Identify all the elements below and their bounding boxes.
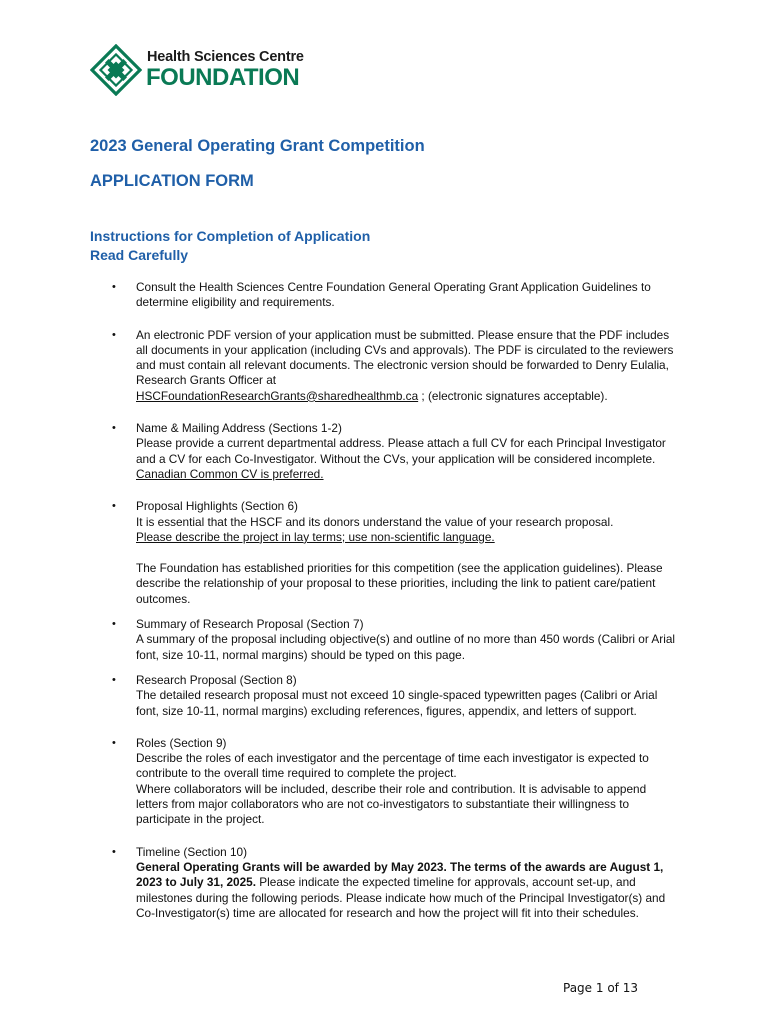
list-item-research-proposal (90, 673, 680, 719)
item-underline: Canadian Common CV is preferred. (136, 466, 324, 481)
list-item-electronic-pdf (90, 328, 680, 404)
list-item-timeline (90, 845, 680, 921)
item-text: The detailed research proposal must not exceed 10 single-spaced typewritten pages (Calibri or Arial font, size 10-11, normal margins) excluding references, figures, appendix, and letters of support. (136, 688, 658, 718)
item-text-main: Please indicate the expected timeline for approvals, account set-up, and milestones during the following periods. Please indicate how much of the Principal Investigator(s) and Co-Investigator(s) time are allocated for research and how the project will fit into their schedules. (136, 875, 666, 920)
item-heading: Name & Mailing Address (Sections 1-2) (136, 421, 342, 436)
instructions-line-1: Instructions for Completion of Application (90, 228, 371, 244)
item-heading: Summary of Research Proposal (Section 7) (136, 617, 364, 632)
bullet: • (112, 618, 116, 631)
item-underline: Please describe the project in lay terms; use non-scientific language. (136, 529, 495, 544)
item-heading: Research Proposal (Section 8) (136, 672, 297, 687)
foundation-logo (90, 44, 304, 100)
item-heading: Proposal Highlights (Section 6) (136, 499, 298, 514)
item-bold: General Operating Grants will be awarded by May 2023. The terms of the awards are August 1, 2023 to July 31, 2025. (136, 859, 664, 890)
document-title: 2023 General Operating Grant Competition (90, 137, 425, 155)
foundation-emblem-icon (90, 44, 142, 96)
logo-line-1: Health Sciences Centre (147, 49, 304, 65)
bullet: • (112, 500, 116, 513)
list-item-summary (90, 617, 680, 663)
item-text-2: The Foundation has established priorities for this competition (see the application guidelines). Please describe the relationship of your proposal to these priorities, including the link to patient care/patient outcomes. (136, 561, 663, 606)
list-item-roles (90, 736, 680, 828)
instructions-list (90, 280, 680, 921)
item-text (136, 328, 680, 404)
bullet: • (112, 281, 116, 293)
list-item-name-mailing (90, 421, 680, 482)
bullet: • (112, 673, 116, 686)
bullet: • (112, 845, 116, 858)
page-number: Page 1 of 13 (563, 981, 638, 995)
document-subtitle: APPLICATION FORM (90, 172, 254, 190)
item-text-main: An electronic PDF version of your application must be submitted. Please ensure that the PDF includes all documents in your application (including CVs and approvals). The PDF is circulated to the reviewers and must contain all relevant documents. The electronic version should be forwarded to Denry Eulalia, Research Grants Officer at (136, 327, 674, 388)
item-heading: Roles (Section 9) (136, 735, 227, 750)
bullet: • (112, 736, 116, 749)
item-text-main: Please provide a current departmental address. Please attach a full CV for each Principal Investigator and a CV for each Co-Investigator. Without the CVs, your application will be considered incomplete. (136, 436, 666, 466)
item-text: Describe the roles of each investigator and the percentage of time each investigator is expected to contribute to the overall time required to complete the project. (136, 751, 649, 781)
instructions-line-2: Read Carefully (90, 247, 189, 263)
list-item-guidelines (90, 280, 680, 311)
list-item-proposal-highlights (90, 499, 680, 607)
item-text-after-email: ; (electronic signatures acceptable). (418, 388, 608, 403)
instructions-heading (90, 227, 370, 265)
item-text (136, 860, 680, 921)
bullet: • (112, 328, 116, 341)
item-text-2: Where collaborators will be included, describe their role and contribution. It is advisable to append letters from major collaborators who are not co-investigators to substantiate their willingness to participate in the project. (136, 781, 647, 827)
item-text: Consult the Health Sciences Centre Foundation General Operating Grant Application Guidelines to determine eligibility and requirements. (136, 280, 651, 310)
email-link[interactable]: HSCFoundationResearchGrants@sharedhealthmb.ca (136, 388, 419, 403)
item-text: It is essential that the HSCF and its donors understand the value of your research proposal. (136, 514, 614, 529)
logo-line-2: FOUNDATION (146, 64, 300, 91)
item-text: A summary of the proposal including objective(s) and outline of no more than 450 words (Calibri or Arial font, size 10-11, normal margins) should be typed on this page. (136, 632, 675, 662)
item-text (136, 436, 680, 482)
item-heading: Timeline (Section 10) (136, 844, 248, 859)
bullet: • (112, 422, 116, 435)
